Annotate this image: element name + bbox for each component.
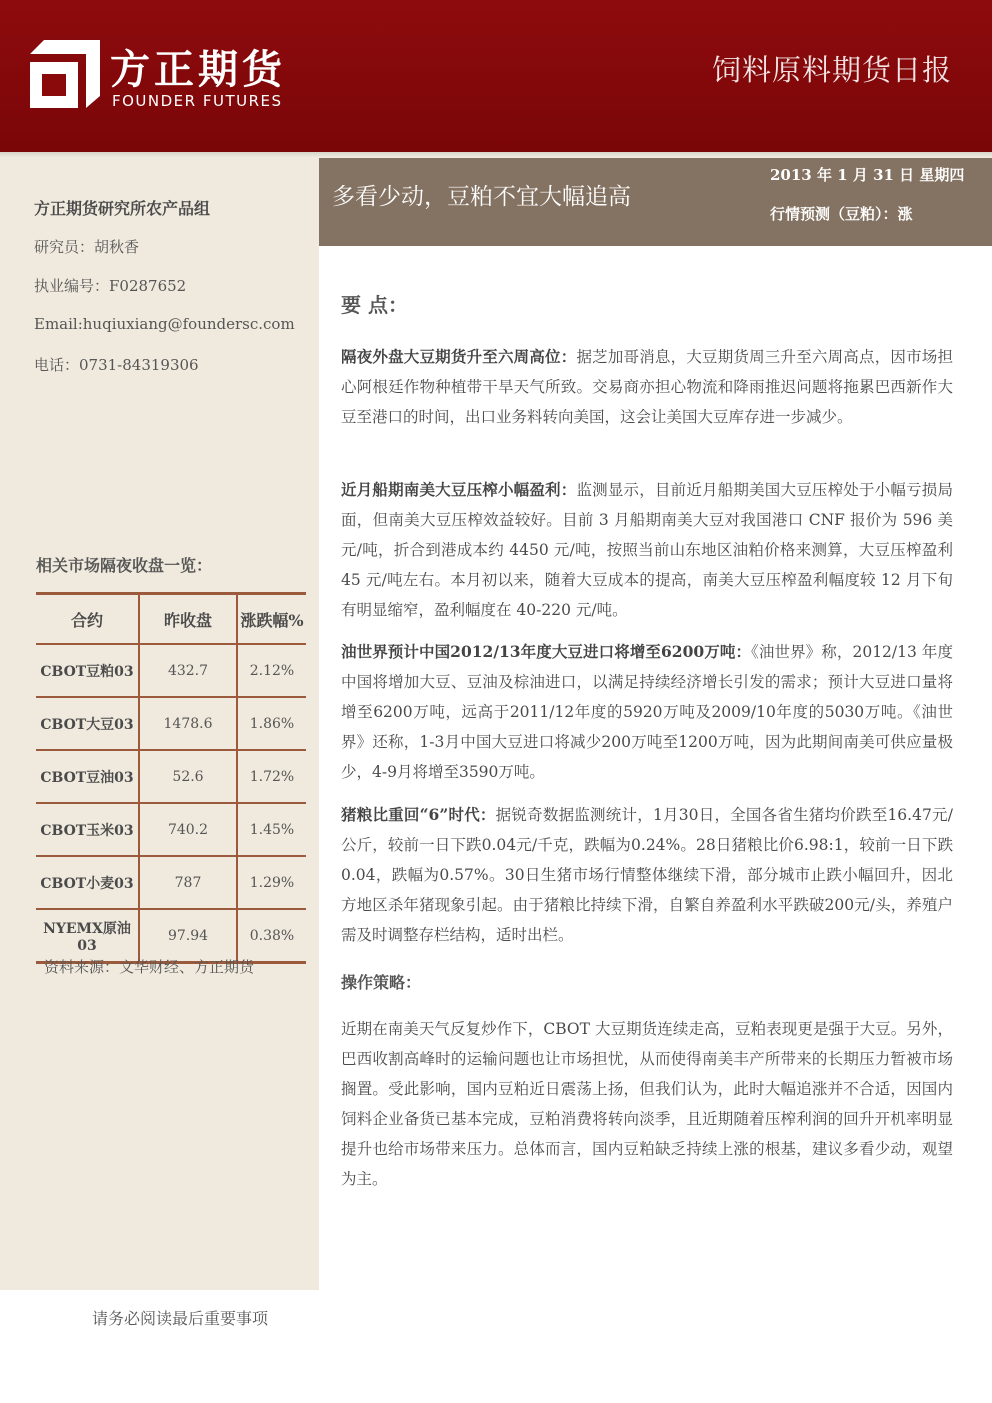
key-point-text: 据芝加哥消息，大豆期货周三升至六周高点，因市场担心阿根廷作物种植带干旱天气所致。交易商亦担心物流和降雨推迟问题将拖累巴西新作大豆至港口的时间，出口业务料转向美国，这会让美国大豆库存进一步减少。 — [341, 348, 953, 426]
cell-contract: CBOT大豆03 — [36, 697, 139, 750]
table-row — [36, 697, 306, 750]
key-point-lead: 猪粮比重回“6”时代： — [341, 805, 496, 824]
table-row — [36, 856, 306, 909]
cell-close: 432.7 — [139, 644, 237, 697]
strategy-paragraph: 近期在南美天气反复炒作下，CBOT 大豆期货连续走高，豆粕表现更是强于大豆。另外，巴西收割高峰时的运输问题也让市场担忧，从而使得南美丰产所带来的长期压力暂被市场搁置。受此影响，国内豆粕近日震荡上扬，但我们认为，此时大幅追涨并不合适，因国内饲料企业备货已基本完成，豆粕消费将转向淡季，且近期随着压榨利润的回升开机率明显提升也给市场带来压力。总体而言，国内豆粕缺乏持续上涨的根基，建议多看少动，观望为主。 — [341, 1020, 953, 1188]
market-forecast: 行情预测（豆粕）：涨 — [770, 205, 913, 223]
cell-contract: CBOT小麦03 — [36, 856, 139, 909]
table-row — [36, 750, 306, 803]
key-point-paragraph — [341, 637, 953, 787]
report-name: 饲料原料期货日报 — [711, 53, 952, 87]
report-title: 多看少动，豆粕不宜大幅追高 — [332, 184, 631, 210]
report-date: 2013 年 1 月 31 日 星期四 — [770, 166, 965, 184]
data-source: 资料来源：文华财经、方正期货 — [44, 958, 255, 976]
cell-change: 1.29% — [237, 856, 306, 909]
key-points-heading: 要 点： — [341, 293, 408, 317]
key-point-text: 《油世界》称，2012/13 年度中国将增加大豆、豆油及棕油进口，以满足持续经济增长引发的需求；预计大豆进口量将增至6200万吨，远高于2011/12年度的5920万吨及2009/10年度的5030万吨。《油世界》还称，1-3月中国大豆进口将减少200万吨至1200万吨，因为此期间南美可供应量极少，4-9月将增至3590万吨。 — [341, 643, 953, 781]
cell-close: 787 — [139, 856, 237, 909]
table-row — [36, 909, 306, 963]
key-point-text: 据锐奇数据监测统计，1月30日，全国各省生猪均价跌至16.47元/公斤，较前一日下跌0.04元/千克，跌幅为0.24%。28日猪粮比价6.98:1，较前一日下跌0.04，跌幅为0.57%。30日生猪市场行情整体继续下滑，部分城市止跌小幅回升，因北方地区杀年猪现象引起。由于猪粮比持续下滑，自繁自养盈利水平跌破200元/头，养殖户需及时调整存栏结构，适时出栏。 — [341, 806, 953, 944]
phone: 电话：0731-84319306 — [34, 356, 199, 374]
disclaimer-note: 请务必阅读最后重要事项 — [92, 1309, 269, 1328]
cell-close: 740.2 — [139, 803, 237, 856]
email: Email:huqiuxiang@foundersc.com — [34, 315, 295, 333]
col-header-change: 涨跌幅% — [237, 594, 306, 645]
cell-contract: NYEMX原油03 — [36, 909, 139, 963]
cell-change: 0.38% — [237, 909, 306, 963]
cell-change: 1.72% — [237, 750, 306, 803]
col-header-close: 昨收盘 — [139, 594, 237, 645]
market-table-title: 相关市场隔夜收盘一览： — [36, 556, 213, 575]
cell-change: 1.86% — [237, 697, 306, 750]
key-point-lead: 油世界预计中国2012/13年度大豆进口将增至6200万吨： — [341, 642, 752, 661]
table-row — [36, 644, 306, 697]
founder-logo-icon — [30, 40, 100, 108]
license-number: 执业编号：F0287652 — [34, 277, 187, 295]
cell-close: 1478.6 — [139, 697, 237, 750]
cell-close: 52.6 — [139, 750, 237, 803]
col-header-contract: 合约 — [36, 594, 139, 645]
key-point-paragraph — [341, 800, 953, 950]
key-point-paragraph — [341, 475, 953, 625]
key-point-paragraph — [341, 342, 953, 432]
key-point-lead: 近月船期南美大豆压榨小幅盈利： — [341, 480, 577, 499]
logo-text-cn: 方正期货 — [110, 47, 286, 93]
cell-contract: CBOT豆粕03 — [36, 644, 139, 697]
analyst-name: 研究员：胡秋香 — [34, 238, 140, 256]
research-group: 方正期货研究所农产品组 — [34, 199, 211, 218]
cell-contract: CBOT豆油03 — [36, 750, 139, 803]
cell-change: 1.45% — [237, 803, 306, 856]
market-table — [36, 592, 306, 964]
key-point-text: 监测显示，目前近月船期美国大豆压榨处于小幅亏损局面，但南美大豆压榨效益较好。目前 3 月船期南美大豆对我国港口 CNF 报价为 596 美元/吨，折合到港成本约 4450 元/吨，按照当前山东地区油粕价格来测算，大豆压榨盈利 45 元/吨左右。本月初以来，随着大豆成本的提高，南美大豆压榨盈利幅度较 12 月下旬有明显缩窄，盈利幅度在 40-220 元/吨。 — [341, 481, 953, 619]
logo-text-en: FOUNDER FUTURES — [112, 92, 283, 110]
strategy-heading: 操作策略： — [341, 973, 422, 992]
table-header-row — [36, 594, 306, 645]
table-row — [36, 803, 306, 856]
key-point-lead: 隔夜外盘大豆期货升至六周高位： — [341, 347, 577, 366]
cell-close: 97.94 — [139, 909, 237, 963]
cell-change: 2.12% — [237, 644, 306, 697]
cell-contract: CBOT玉米03 — [36, 803, 139, 856]
